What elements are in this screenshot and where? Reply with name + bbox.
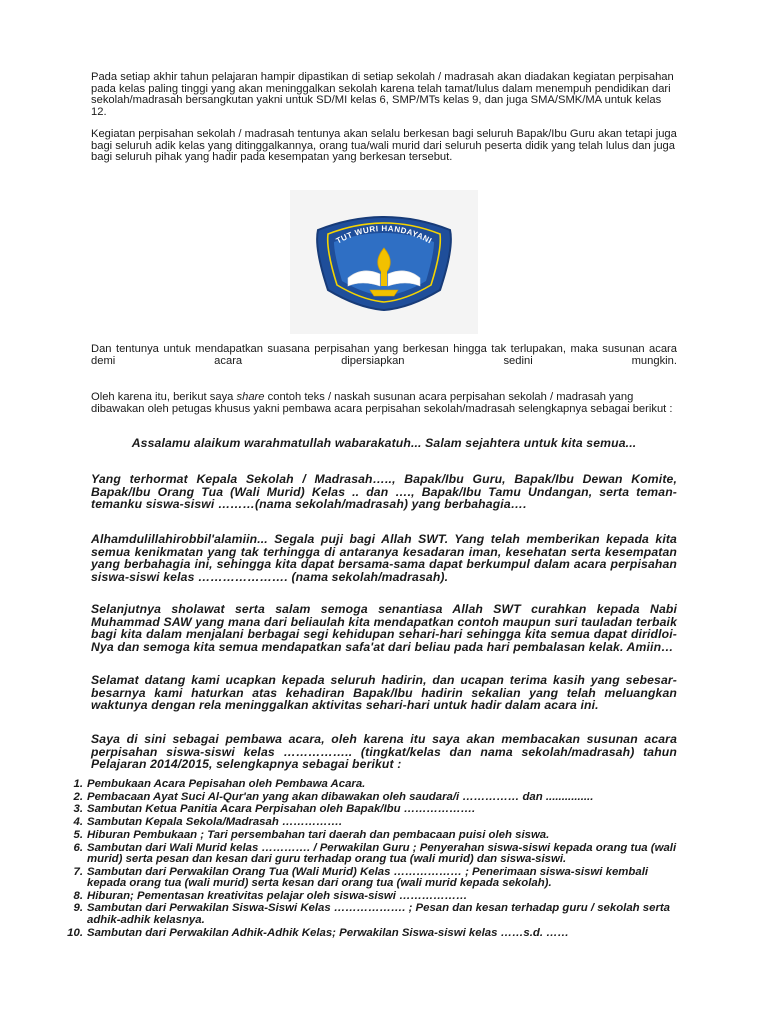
list-item-text: Sambutan dari Wali Murid kelas …………. / Perwakilan Guru ; Penyerahan siswa-siswi kepada orang tua (wali murid) serta pesan dan kesan dari guru terhadap orang tua (wali murid) dan siswa-siswi.	[87, 841, 677, 865]
list-item	[60, 928, 680, 939]
intro-paragraph-2: Kegiatan perpisahan sekolah / madrasah tentunya akan selalu berkesan bagi seluruh Bapak/Ibu Guru akan tetapi juga bagi seluruh adik kelas yang ditinggalkannya, orang tua/wali murid dari seluruh peserta didik yang telah lulus dan juga bagi seluruh pihak yang hadir pada kesempatan yang berkesan tersebut.	[91, 128, 677, 164]
list-item-text: Sambutan dari Perwakilan Orang Tua (Wali Murid) Kelas ……………… ; Penerimaan siswa-siswi kembali kepada orang tua (wali murid) serta kesan dari orang tua (wali murid kepada sekolah).	[87, 865, 649, 890]
list-item	[60, 891, 680, 902]
script-paragraph-3: Selanjutnya sholawat serta salam semoga senantiasa Allah SWT curahkan kepada Nabi Muhammad SAW yang mana dari beliaulah kita mendapatkan contoh maupun suri tauladan terbaik bagi kita dalam menjalani berbagai segi kehidupan sehari-hari sehingga kita semua dapat diridloi-Nya dan semoga kita semua mendapatkan safa'at dari beliau pada hari pembalasan kelak. Amiin…	[91, 602, 677, 654]
list-item	[60, 817, 680, 828]
list-item-number: 1.	[73, 778, 83, 790]
script-greeting: Assalamu alaikum warahmatullah wabarakatuh... Salam sejahtera untuk kita semua...	[131, 436, 637, 450]
list-item-text: Hiburan; Pementasan kreativitas pelajar oleh siswa-siswi ………………	[87, 889, 468, 902]
list-item-number: 4.	[73, 816, 83, 829]
tut-wuri-handayani-logo	[290, 190, 478, 334]
intro-paragraph-4	[91, 392, 677, 415]
intro-paragraph-4-a: Oleh karena itu, berikut saya	[91, 391, 237, 403]
list-item-text: Sambutan dari Perwakilan Siswa-Siswi Kelas ………………. ; Pesan dan kesan terhadap guru / sekolah serta adhik-adhik kelasnya.	[87, 902, 671, 926]
script-paragraph-5: Saya di sini sebagai pembawa acara, oleh karena itu saya akan membacakan susunan acara perpisahan siswa-siswi kelas …………….. (tingkat/kelas dan nama sekolah/madrasah) tahun Pelajaran 2014/2015, selengkapnya sebagai berikut :	[91, 732, 677, 771]
list-item-number: 7.	[73, 865, 83, 878]
list-item	[60, 779, 680, 790]
list-item	[60, 792, 680, 803]
script-paragraph-1: Yang terhormat Kepala Sekolah / Madrasah….., Bapak/Ibu Guru, Bapak/Ibu Dewan Komite, Bapak/Ibu Orang Tua (Wali Murid) Kelas .. dan …., Bapak/Ibu Tamu Undangan, serta teman-temanku siswa-siswi ………(nama sekolah/madrasah) yang berbahagia….	[91, 472, 677, 511]
list-item	[60, 867, 680, 890]
script-paragraph-2: Alhamdulillahirobbil'alamiin... Segala puji bagi Allah SWT. Yang telah memberikan kepada kita semua kenikmatan yang tak terhingga di antaranya kesadaran iman, kesehatan serta kesempatan yang berbahagia ini, sehingga kita dapat bersama-sama dapat berkumpul dalam acara perpisahan siswa-siswi kelas …………………. (nama sekolah/madrasah).	[91, 532, 677, 584]
list-item-text: Pembukaan Acara Pepisahan oleh Pembawa Acara.	[87, 778, 366, 790]
intro-paragraph-3: Dan tentunya untuk mendapatkan suasana perpisahan yang berkesan hingga tak terlupakan, maka susunan acara demi acara dipersiapkan sedini mungkin.	[91, 343, 677, 367]
intro-paragraph-4-b: contoh teks / naskah susunan acara perpisahan sekolah / madrasah yang dibawakan oleh petugas khusus yakni pembawa acara perpisahan sekolah/madrasah selengkapnya sebagai berikut :	[91, 391, 673, 415]
intro-paragraph-1: Pada setiap akhir tahun pelajaran hampir dipastikan di setiap sekolah / madrasah akan diadakan kegiatan perpisahan pada kelas paling tinggi yang akan meninggalkan sekolah karena telah tamat/lulus dalam menempuh pendidikan dari sekolah/madrasah bersangkutan yakni untuk SD/MI kelas 6, SMP/MTs kelas 9, dan juga SMA/SMK/MA untuk kelas 12.	[91, 71, 674, 118]
list-item-text: Sambutan dari Perwakilan Adhik-Adhik Kelas; Perwakilan Siswa-siswi kelas ……s.d. ……	[87, 926, 569, 939]
list-item-number: 2.	[73, 790, 83, 803]
intro-paragraph-4-share: share	[236, 391, 265, 403]
list-item-number: 5.	[73, 828, 83, 841]
list-item-text: Sambutan Ketua Panitia Acara Perpisahan oleh Bapak/Ibu ……………….	[87, 803, 476, 816]
list-item	[60, 830, 680, 841]
list-item-number: 8.	[73, 889, 83, 902]
script-paragraph-4: Selamat datang kami ucapkan kepada seluruh hadirin, dan ucapan terima kasih yang sebesar-besarnya kami haturkan atas kehadiran Bapak/Ibu hadirin sekalian yang telah meluangkan waktunya dengan rela meninggalkan aktivitas sehari-hari untuk hadir dalam acara ini.	[91, 673, 677, 712]
list-item-text: Sambutan Kepala Sekola/Madrasah …………….	[87, 816, 343, 829]
list-item	[60, 843, 680, 866]
list-item-number: 3.	[73, 803, 83, 816]
list-item-number: 10.	[67, 926, 83, 939]
list-item-text: Pembacaan Ayat Suci Al-Qur'an yang akan dibawakan oleh saudara/i …………… dan ...............	[87, 790, 594, 803]
agenda-list	[60, 779, 680, 940]
list-item-number: 6.	[73, 841, 83, 854]
list-item	[60, 804, 680, 815]
list-item-number: 9.	[73, 902, 83, 915]
list-item	[60, 903, 680, 926]
list-item-text: Hiburan Pembukaan ; Tari persembahan tari daerah dan pembacaan puisi oleh siswa.	[87, 828, 550, 841]
tut-wuri-logo-icon	[290, 190, 478, 334]
logo-motto-text: TUT WURI HANDAYANI	[334, 223, 434, 246]
